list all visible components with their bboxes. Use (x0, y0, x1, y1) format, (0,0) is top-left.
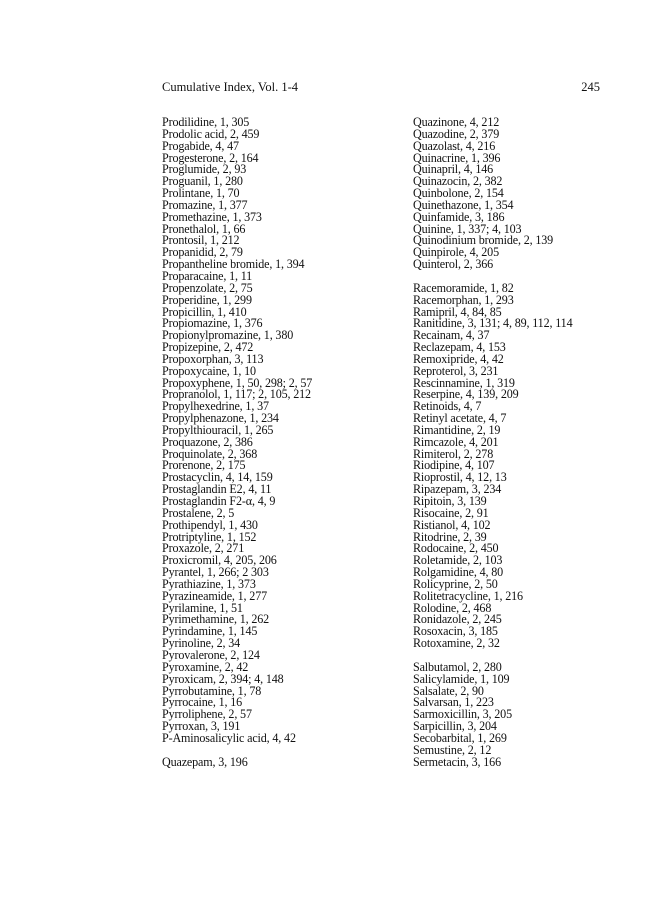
index-entry: Secobarbital, 1, 269 (413, 730, 507, 745)
index-entry: Roletamide, 2, 103 (413, 553, 503, 568)
index-entry: Propylhexedrine, 1, 37 (162, 399, 269, 414)
index-entry: Riodipine, 4, 107 (413, 458, 495, 473)
index-entry: Prodilidine, 1, 305 (162, 115, 250, 129)
index-entry: Ritodrine, 2, 39 (413, 529, 487, 544)
index-entry: Quazolast, 4, 216 (413, 138, 496, 153)
index-entry: Quinapril, 4, 146 (413, 162, 494, 177)
index-entry: Progesterone, 2, 164 (162, 150, 259, 165)
index-entry: Pyrrocaine, 1, 16 (162, 695, 243, 710)
index-entry: Ristianol, 4, 102 (413, 517, 491, 532)
index-entry: Quinpirole, 4, 205 (413, 245, 499, 260)
index-entry: Sarmoxicillin, 3, 205 (413, 707, 512, 722)
index-entry: Salsalate, 2, 90 (413, 683, 484, 698)
index-entry: Racemorphan, 1, 293 (413, 292, 514, 307)
index-entry: Pyrinoline, 2, 34 (162, 636, 241, 651)
index-entry: Rimcazole, 4, 201 (413, 434, 499, 449)
index-entry: Pronethalol, 1, 66 (162, 221, 246, 236)
index-entry: Propiomazine, 1, 376 (162, 316, 263, 331)
index-entry: Quinine, 1, 337; 4, 103 (413, 221, 522, 236)
index-entry: Prodolic acid, 2, 459 (162, 126, 260, 141)
index-entry: Propoxyphene, 1, 50, 298; 2, 57 (162, 375, 313, 390)
index-entry: Propenzolate, 2, 75 (162, 280, 253, 295)
index-entry: Propionylpromazine, 1, 380 (162, 328, 294, 343)
index-entry: Prontosil, 1, 212 (162, 233, 240, 248)
index-entry: Properidine, 1, 299 (162, 292, 252, 307)
index-entry: Rolodine, 2, 468 (413, 600, 492, 615)
index-entry: Risocaine, 2, 91 (413, 505, 489, 520)
index-entry: Quinacrine, 1, 396 (413, 150, 501, 165)
index-entry: Propantheline bromide, 1, 394 (162, 257, 305, 272)
index-entry: Prostalene, 2, 5 (162, 505, 235, 520)
index-entry: Pyrroliphene, 2, 57 (162, 707, 252, 722)
index-entry: Pyroxamine, 2, 42 (162, 659, 249, 674)
index-entry: Rotoxamine, 2, 32 (413, 636, 500, 651)
index-entry: Proquinolate, 2, 368 (162, 446, 258, 461)
index-entry: Proglumide, 2, 93 (162, 162, 247, 177)
index-entry: Quinfamide, 3, 186 (413, 209, 505, 224)
index-entry: Quazepam, 3, 196 (162, 754, 248, 769)
page-header (162, 80, 600, 96)
index-entry: Ripitoin, 3, 139 (413, 494, 487, 508)
index-entry: Proquazone, 2, 386 (162, 434, 253, 449)
index-entry: Propranolol, 1, 117; 2, 105, 212 (162, 387, 311, 402)
index-entry: Proxicromil, 4, 205, 206 (162, 553, 277, 568)
index-entry: Ronidazole, 2, 245 (413, 612, 502, 627)
index-entry: Retinyl acetate, 4, 7 (413, 411, 507, 426)
index-entry: Reproterol, 3, 231 (413, 363, 499, 378)
index-entry: Pyrovalerone, 2, 124 (162, 647, 260, 662)
index-entry: Retinoids, 4, 7 (413, 399, 482, 414)
index-entry: Proguanil, 1, 280 (162, 174, 243, 189)
index-entry: Salvarsan, 1, 223 (413, 695, 494, 710)
index-entry: Racemoramide, 1, 82 (413, 280, 514, 295)
index-entry: Prostacyclin, 4, 14, 159 (162, 470, 273, 485)
index-entry: Ripazepam, 3, 234 (413, 482, 502, 497)
index-entry: Rescinnamine, 1, 319 (413, 375, 515, 390)
index-entry: P-Aminosalicylic acid, 4, 42 (162, 730, 296, 745)
index-entry: Propoxorphan, 3, 113 (162, 351, 264, 366)
page-number: 245 (581, 80, 600, 94)
index-entry: Reserpine, 4, 139, 209 (413, 387, 519, 402)
running-head-title: Cumulative Index, Vol. 1-4 (162, 80, 298, 94)
index-entry: Pyrrobutamine, 1, 78 (162, 683, 262, 698)
index-column-left (162, 117, 402, 768)
index-entry: Prorenone, 2, 175 (162, 458, 246, 473)
index-column-right (413, 117, 653, 768)
index-entry: Quinethazone, 1, 354 (413, 197, 514, 212)
index-entry: Rolicyprine, 2, 50 (413, 576, 498, 591)
index-entry: Proparacaine, 1, 11 (162, 268, 253, 283)
index-entry: Pyroxicam, 2, 394; 4, 148 (162, 671, 284, 686)
index-entry: Prostaglandin F2-α, 4, 9 (162, 494, 276, 508)
index-entry: Progabide, 4, 47 (162, 138, 239, 153)
index-entry: Salicylamide, 1, 109 (413, 671, 510, 686)
index-entry: Prostaglandin E2, 4, 11 (162, 482, 272, 497)
index-entry: Promazine, 1, 377 (162, 197, 248, 212)
index-entry: Propylphenazone, 1, 234 (162, 411, 279, 426)
index-entry: Rosoxacin, 3, 185 (413, 624, 498, 639)
index-entry: Quazinone, 4, 212 (413, 115, 500, 129)
index-entry: Remoxipride, 4, 42 (413, 351, 504, 366)
index-entry: Ramipril, 4, 84, 85 (413, 304, 502, 319)
index-entry: Rolitetracycline, 1, 216 (413, 588, 523, 603)
index-entry: Rolgamidine, 4, 80 (413, 565, 504, 580)
index-entry: Quinterol, 2, 366 (413, 257, 494, 272)
index-entry: Propicillin, 1, 410 (162, 304, 247, 319)
index-entry: Ranitidine, 3, 131; 4, 89, 112, 114 (413, 316, 573, 331)
index-entry: Quinbolone, 2, 154 (413, 186, 504, 201)
index-entry: Sarpicillin, 3, 204 (413, 719, 497, 734)
index-entry: Propizepine, 2, 472 (162, 340, 254, 355)
index-entry: Pyrazineamide, 1, 277 (162, 588, 267, 603)
index-entry: Proxazole, 2, 271 (162, 541, 245, 556)
index-entry: Reclazepam, 4, 153 (413, 340, 506, 355)
index-entry: Sermetacin, 3, 166 (413, 754, 501, 769)
index-entry: Rimiterol, 2, 278 (413, 446, 494, 461)
index-entry: Propylthiouracil, 1, 265 (162, 422, 274, 437)
index-entry: Protriptyline, 1, 152 (162, 529, 257, 544)
index-entry: Rimantidine, 2, 19 (413, 422, 501, 437)
index-entry: Recainam, 4, 37 (413, 328, 490, 343)
index-entry: Quinazocin, 2, 382 (413, 174, 503, 189)
index-entry: Salbutamol, 2, 280 (413, 659, 502, 674)
index-entry: Semustine, 2, 12 (413, 742, 492, 757)
index-entry: Pyrantel, 1, 266; 2 303 (162, 565, 269, 580)
index-entry: Quinodinium bromide, 2, 139 (413, 233, 554, 248)
index-entry: Pyrroxan, 3, 191 (162, 719, 241, 734)
index-entry: Quazodine, 2, 379 (413, 126, 500, 141)
index-entry: Rodocaine, 2, 450 (413, 541, 499, 556)
index-entry: Propoxycaine, 1, 10 (162, 363, 256, 378)
index-entry: Rioprostil, 4, 12, 13 (413, 470, 507, 485)
index-entry: Propanidid, 2, 79 (162, 245, 243, 260)
index-entry: Pyrindamine, 1, 145 (162, 624, 258, 639)
index-entry: Pyrathiazine, 1, 373 (162, 576, 256, 591)
index-entry: Promethazine, 1, 373 (162, 209, 262, 224)
index-entry: Pyrimethamine, 1, 262 (162, 612, 270, 627)
index-entry: Prothipendyl, 1, 430 (162, 517, 258, 532)
index-entry: Prolintane, 1, 70 (162, 186, 240, 201)
index-entry: Pyrilamine, 1, 51 (162, 600, 243, 615)
